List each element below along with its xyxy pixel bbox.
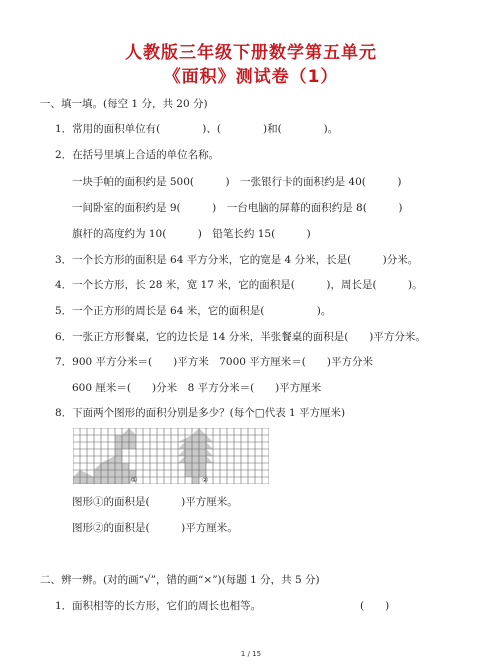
question-3: 3．一个长方形的面积是 64 平方分米，它的宽是 4 分米，长是( )分米。 bbox=[55, 254, 419, 266]
question-2c: 旗杆的高度约为 10( ) 铅笔长约 15( ) bbox=[72, 228, 311, 240]
question-5: 5．一个正方形的周长是 64 米，它的面积是( )。 bbox=[55, 305, 332, 317]
question-2b: 一间卧室的面积约是 9( ) 一台电脑的屏幕的面积约是 8( ) bbox=[72, 202, 403, 214]
area-figure-grid bbox=[73, 428, 269, 488]
question-1: 1．常用的面积单位有( )、( )和( )。 bbox=[55, 123, 339, 135]
figure-2-answer: 图形②的面积是( )平方厘米。 bbox=[72, 522, 238, 534]
page-number: 1 / 15 bbox=[240, 650, 262, 658]
judge-answer-paren: ( ) bbox=[360, 600, 390, 612]
section2-heading: 二、辨一辨。(对的画“√”，错的画“×”)(每题 1 分，共 5 分) bbox=[40, 574, 320, 586]
figure-1-label: ① bbox=[131, 476, 138, 484]
question-4: 4．一个长方形，长 28 米，宽 17 米，它的面积是( )，周长是( )。 bbox=[55, 279, 423, 291]
section1-heading: 一、填一填。(每空 1 分，共 20 分) bbox=[40, 98, 208, 110]
grid-svg bbox=[73, 428, 269, 484]
question-6: 6．一张正方形餐桌，它的边长是 14 分米，半张餐桌的面积是( )平方分米。 bbox=[55, 331, 426, 343]
question-8: 8．下面两个图形的面积分别是多少？(每个□代表 1 平方厘米) bbox=[55, 407, 346, 419]
question-2a: 一块手帕的面积约是 500( ) 一张银行卡的面积约是 40( ) bbox=[72, 176, 402, 188]
question-7b: 600 厘米＝( )分米 8 平方分米＝( )平方厘米 bbox=[72, 382, 322, 394]
question-7a: 7．900 平方分米＝( )平方米 7000 平方厘米＝( )平方分米 bbox=[55, 356, 374, 368]
figure-2-label: ② bbox=[202, 476, 209, 484]
question-2: 2．在括号里填上合适的单位名称。 bbox=[55, 149, 220, 161]
judge-question-1: 1．面积相等的长方形，它们的周长也相等。 bbox=[55, 600, 262, 612]
page-subtitle: 《面积》测试卷（1） bbox=[163, 67, 339, 87]
page-title: 人教版三年级下册数学第五单元 bbox=[125, 43, 377, 63]
figure-1-answer: 图形①的面积是( )平方厘米。 bbox=[72, 496, 238, 508]
